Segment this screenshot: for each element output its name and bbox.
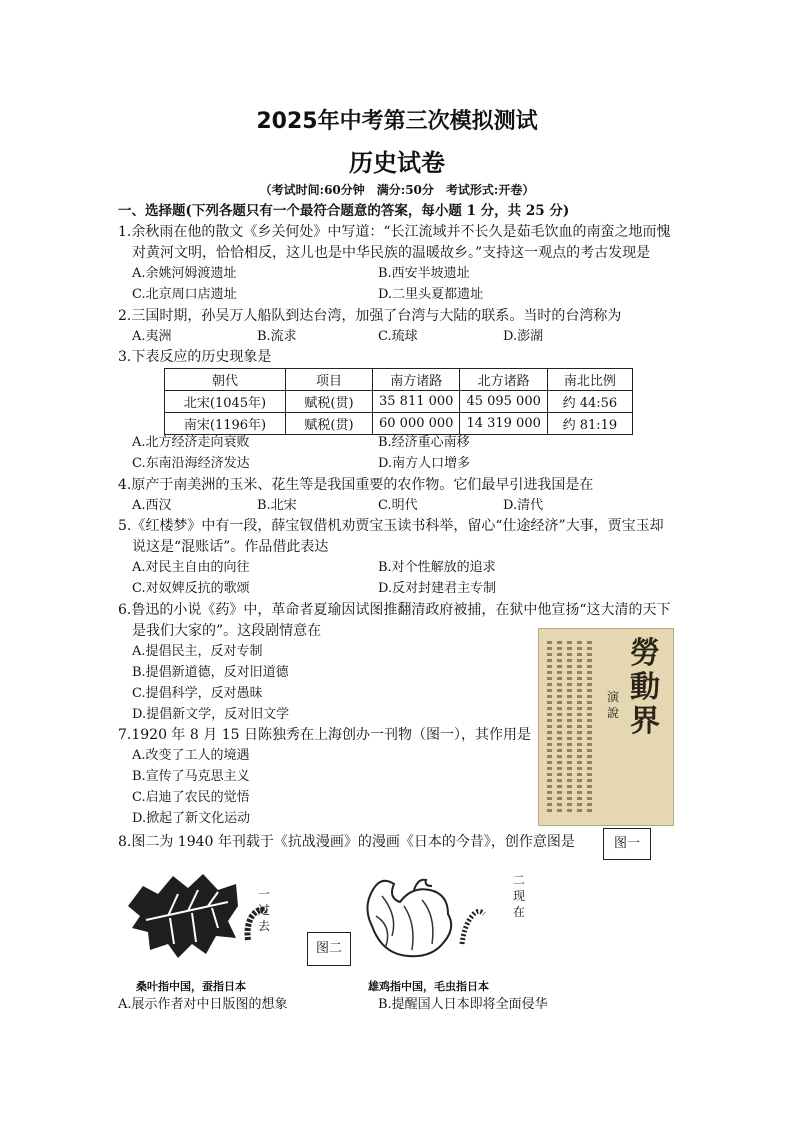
q1-option-b: B.西安半坡遗址 (378, 266, 470, 281)
q3-option-d: D.南方人口增多 (378, 456, 471, 471)
figure2-caption-left: 桑叶指中国，蚕指日本 (136, 980, 246, 993)
table-cell: 45 095 000 (460, 391, 547, 413)
q6-option-d: D.提倡新文学，反对旧文学 (132, 707, 290, 722)
exam-subtitle: 历史试卷 (349, 149, 445, 177)
q6-stem-line1: 6.鲁迅的小说《药》中，革命者夏瑜因试图推翻清政府被捕，在狱中他宣扬“这大清的天下 (118, 602, 671, 618)
figure1-label: 图一 (603, 828, 651, 860)
table-cell: 赋税(贯) (286, 391, 373, 413)
table-header-cell: 项目 (286, 369, 373, 391)
q4-option-a: A.西汉 (132, 498, 172, 513)
q7-option-c: C.启迪了农民的觉悟 (132, 790, 250, 805)
q3-stem: 3.下表反应的历史现象是 (118, 349, 272, 365)
text-column (547, 641, 552, 813)
table-header-row (165, 369, 633, 391)
q3-data-table (164, 368, 633, 435)
q5-stem-line2: 说这是“混账话”。作品借此表达 (132, 539, 329, 555)
text-column (577, 641, 582, 813)
q6-option-b: B.提倡新道德，反对旧道德 (132, 665, 289, 680)
q5-stem-line1: 5.《红楼梦》中有一段，薛宝钗借机劝贾宝玉读书科举，留心“仕途经济”大事，贾宝玉却 (118, 518, 664, 534)
mulberry-leaf-illustration (118, 866, 278, 966)
q4-stem: 4.原产于南美洲的玉米、花生等是我国重要的农作物。它们最早引进我国是在 (118, 477, 594, 493)
table-cell: 南宋(1196年) (165, 413, 286, 435)
q3-option-a: A.北方经济走向衰败 (132, 435, 250, 450)
q7-stem: 7.1920 年 8 月 15 日陈独秀在上海创办一刊物（图一），其作用是 (118, 727, 531, 743)
table-cell: 14 319 000 (460, 413, 547, 435)
table-cell: 60 000 000 (373, 413, 460, 435)
table-cell: 约 44:56 (547, 391, 632, 413)
q7-option-a: A.改变了工人的境遇 (132, 748, 250, 763)
table-cell: 赋税(贯) (286, 413, 373, 435)
figure1-magazine-cover (538, 628, 674, 826)
table-header-cell: 南方诸路 (373, 369, 460, 391)
q2-option-c: C.琉球 (378, 329, 418, 344)
section-heading: 一、选择题(下列各题只有一个最符合题意的答案，每小题 1 分，共 25 分) (118, 203, 570, 219)
q2-option-d: D.澎湖 (503, 329, 544, 344)
rooster-illustration (352, 866, 492, 966)
q2-option-a: A.夷洲 (132, 329, 172, 344)
q4-option-d: D.清代 (503, 498, 544, 513)
text-column (557, 641, 562, 813)
table-cell: 约 81:19 (547, 413, 632, 435)
q4-option-b: B.北宋 (257, 498, 297, 513)
q1-option-d: D.二里头夏都遗址 (378, 287, 484, 302)
table-row (165, 391, 633, 413)
text-column (567, 641, 572, 813)
q7-option-d: D.掀起了新文化运动 (132, 811, 251, 826)
q1-stem-line1: 1.余秋雨在他的散文《乡关何处》中写道：“长江流域并不长久是茹毛饮血的南蛮之地而愧 (118, 224, 671, 240)
magazine-subtitle: 演說 (607, 690, 620, 720)
q2-stem: 2.三国时期，孙吴万人船队到达台湾，加强了台湾与大陆的联系。当时的台湾称为 (118, 308, 622, 324)
q5-option-d: D.反对封建君主专制 (378, 581, 497, 596)
table-header-cell: 北方诸路 (460, 369, 547, 391)
table-cell: 35 811 000 (373, 391, 460, 413)
exam-info: （考试时间:60分钟 满分:50分 考试形式:开卷） (259, 183, 535, 197)
q5-option-c: C.对奴婢反抗的歌颂 (132, 581, 250, 596)
q3-option-b: B.经济重心南移 (378, 435, 470, 450)
q5-option-a: A.对民主自由的向往 (132, 560, 250, 575)
q4-option-c: C.明代 (378, 498, 418, 513)
q1-option-a: A.余姚河姆渡遗址 (132, 266, 237, 281)
q3-option-c: C.东南沿海经济发达 (132, 456, 250, 471)
exam-title: 2025年中考第三次模拟测试 (256, 109, 538, 134)
table-cell: 北宋(1045年) (165, 391, 286, 413)
text-column (587, 641, 592, 813)
q6-option-c: C.提倡科学，反对愚昧 (132, 686, 263, 701)
figure2-caption-right: 雄鸡指中国，毛虫指日本 (368, 980, 489, 993)
figure2-now-label: 二现在 (512, 873, 525, 919)
q6-stem-line2: 是我们大家的”。这段剧情意在 (132, 623, 322, 639)
table-header-cell: 朝代 (165, 369, 286, 391)
q2-option-b: B.流求 (257, 329, 297, 344)
figure2-past-label: 一过去 (257, 887, 270, 933)
q6-option-a: A.提倡民主，反对专制 (132, 644, 263, 659)
q8-option-a: A.展示作者对中日版图的想象 (118, 997, 288, 1012)
q5-option-b: B.对个性解放的追求 (378, 560, 496, 575)
q1-stem-line2: 对黄河文明，恰恰相反，这儿也是中华民族的温暖故乡。”支持这一观点的考古发现是 (132, 245, 651, 261)
figure2-label: 图二 (307, 932, 351, 966)
q7-option-b: B.宣传了马克思主义 (132, 769, 250, 784)
table-row (165, 413, 633, 435)
q8-option-b: B.提醒国人日本即将全面侵华 (378, 997, 548, 1012)
q8-stem: 8.图二为 1940 年刊载于《抗战漫画》的漫画《日本的今昔》，创作意图是 (118, 834, 575, 850)
q1-option-c: C.北京周口店遗址 (132, 287, 237, 302)
magazine-title: 勞動界 (630, 636, 660, 739)
table-header-cell: 南北比例 (547, 369, 632, 391)
